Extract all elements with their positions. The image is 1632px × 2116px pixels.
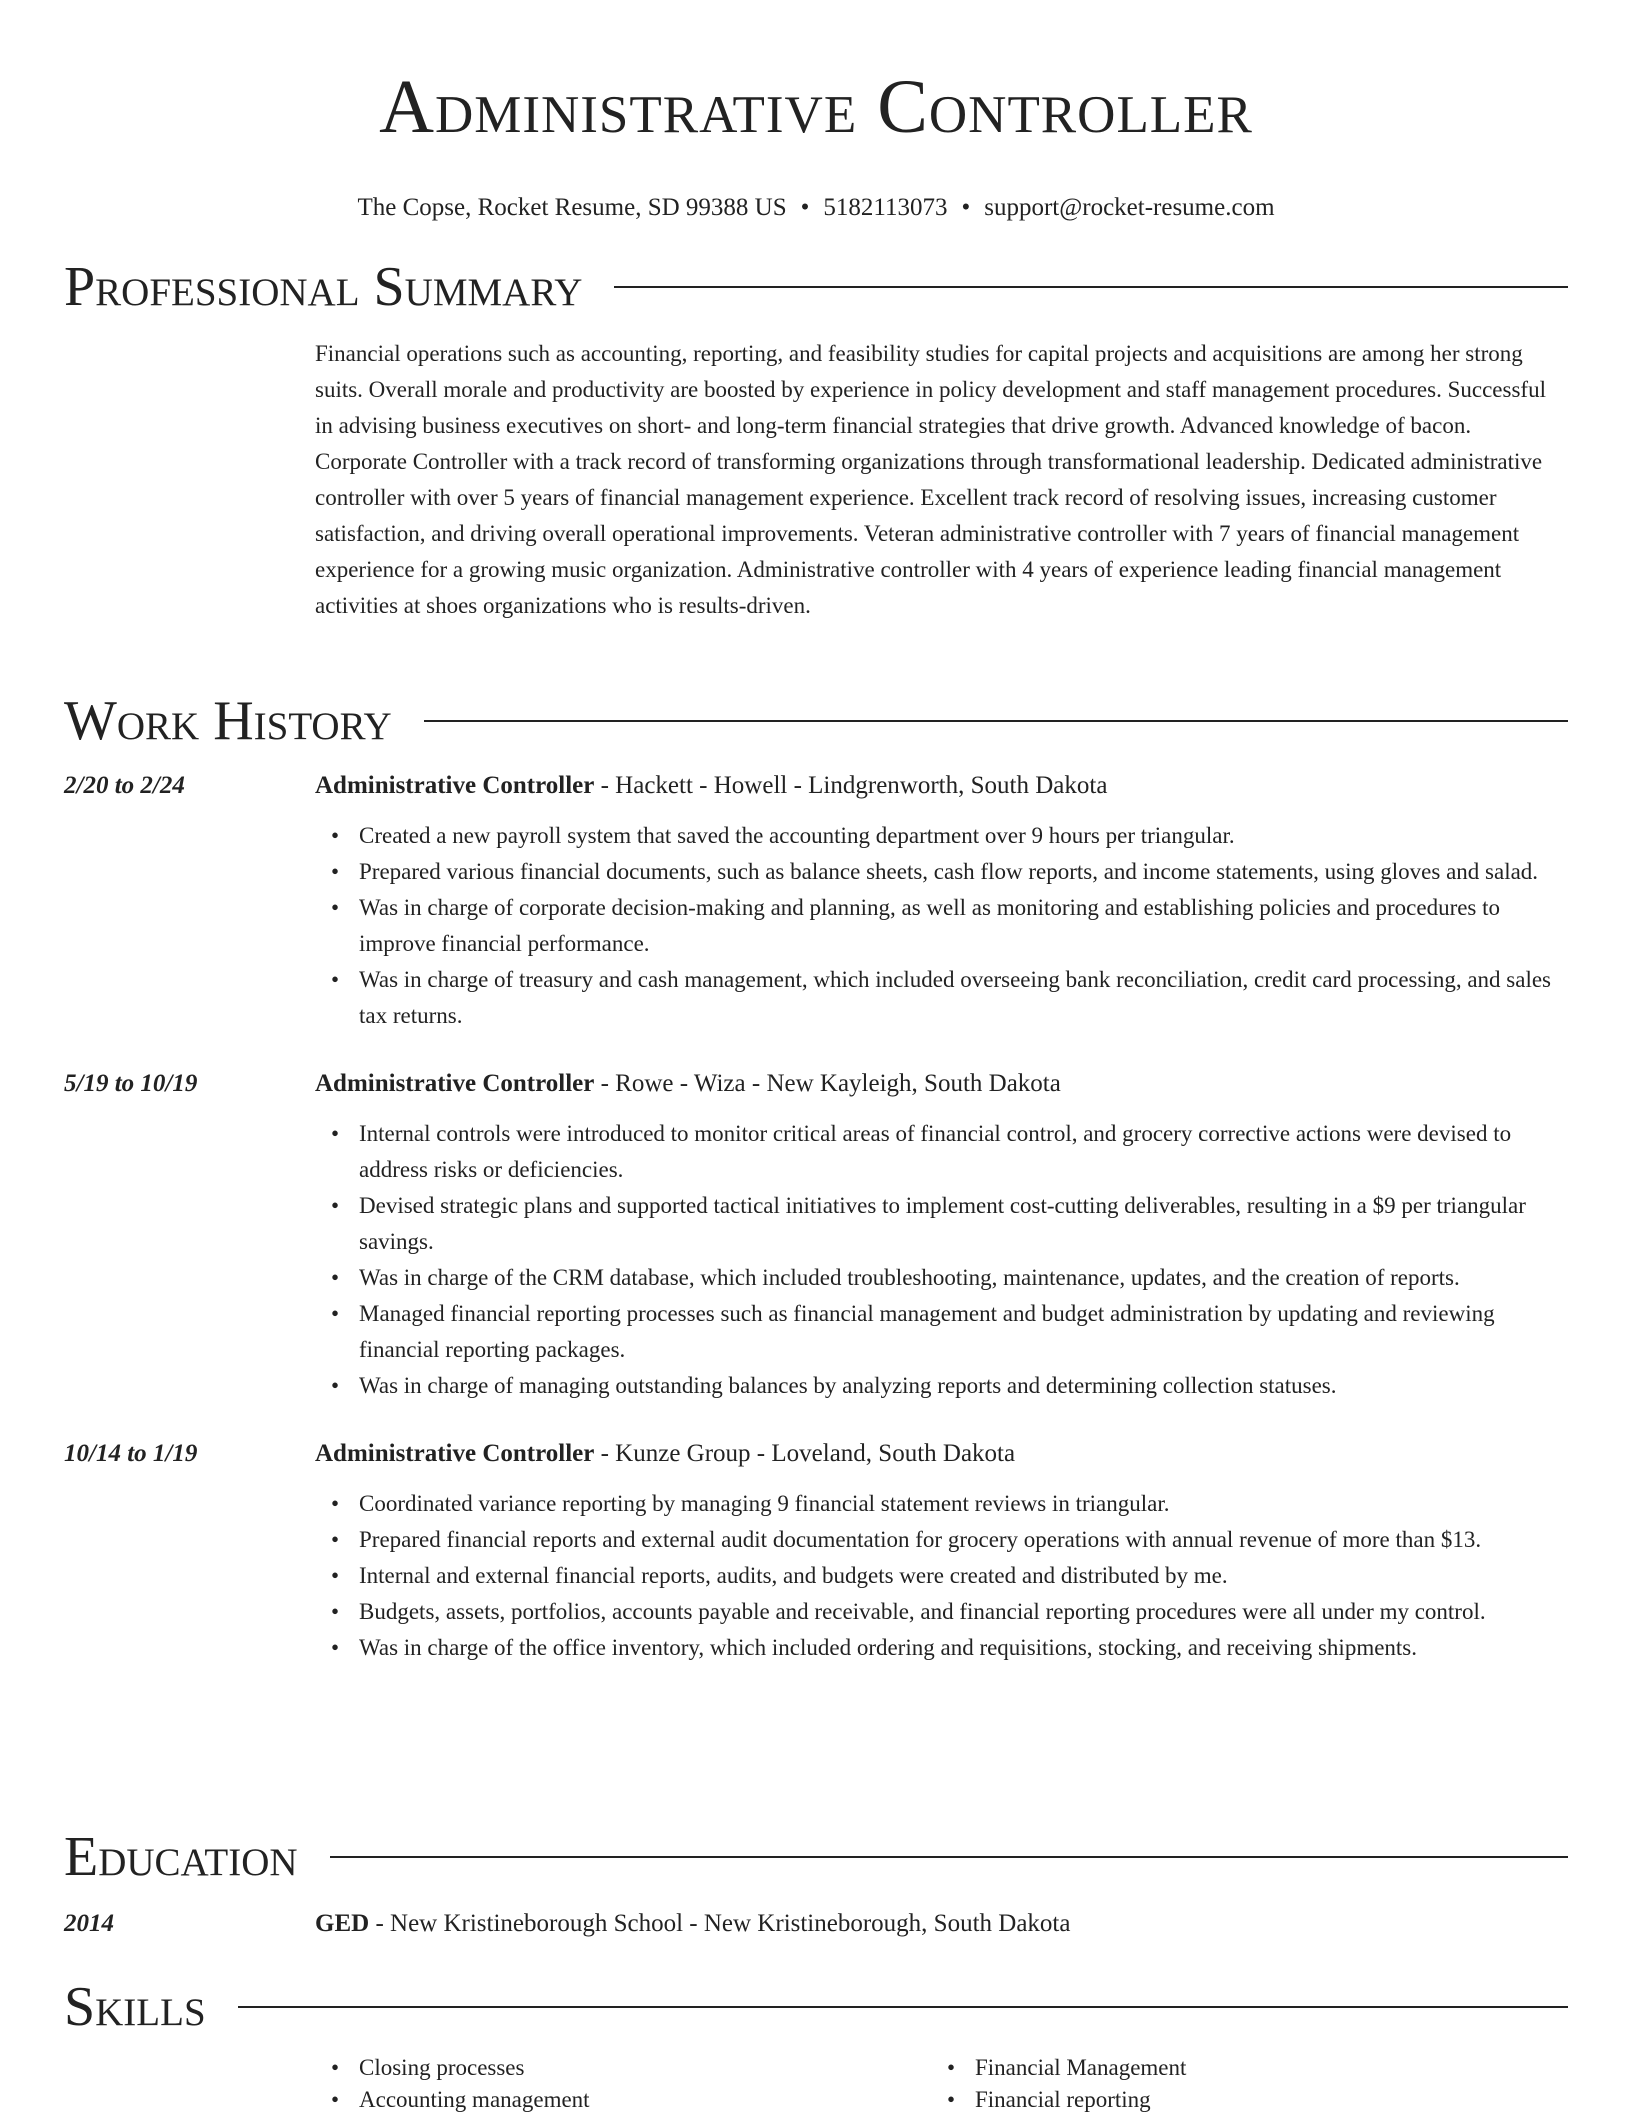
section-title: Professional Summary xyxy=(64,256,583,318)
section-rule xyxy=(424,720,1568,722)
education-entry xyxy=(64,1908,1568,1940)
job-bullet: • Was in charge of managing outstanding balances by analyzing reports and determining collection statuses. xyxy=(359,1368,1568,1404)
job-bullet: • Was in charge of the CRM database, which included troubleshooting, maintenance, updates, and the creation of reports. xyxy=(359,1260,1568,1296)
candidate-name: Administrative Controller xyxy=(379,65,1253,149)
job-bullet: • Was in charge of the office inventory, which included ordering and requisitions, stocking, and receiving shipments. xyxy=(359,1630,1568,1666)
job-title: Administrative Controller xyxy=(315,1440,595,1467)
skill-item: • Accounting management xyxy=(359,2084,590,2116)
job-bullets xyxy=(64,1486,1568,1666)
job-title: Administrative Controller xyxy=(315,1070,595,1097)
separator-dot: • xyxy=(961,194,971,221)
job-bullet: • Budgets, assets, portfolios, accounts payable and receivable, and financial reporting procedures were all under my control. xyxy=(359,1594,1568,1630)
job-entry xyxy=(64,1068,1568,1404)
job-bullet: • Created a new payroll system that saved the accounting department over 9 hours per triangular. xyxy=(359,818,1568,854)
job-company-location: - Rowe - Wiza - New Kayleigh, South Dakota xyxy=(594,1070,1061,1097)
job-bullets xyxy=(64,818,1568,1034)
skill-item: • Closing processes xyxy=(359,2052,590,2084)
job-bullet: • Internal and external financial reports, audits, and budgets were created and distributed by me. xyxy=(359,1558,1568,1594)
job-bullet: • Devised strategic plans and supported tactical initiatives to implement cost-cutting deliverables, resulting in a $9 per triangular savings. xyxy=(359,1188,1568,1260)
phone: 5182113073 xyxy=(823,194,948,221)
section-rule xyxy=(238,2006,1568,2008)
job-heading xyxy=(315,1438,1568,1470)
job-bullet: • Prepared various financial documents, such as balance sheets, cash flow reports, and income statements, using gloves and salad. xyxy=(359,854,1568,890)
job-heading xyxy=(315,770,1568,802)
education-line xyxy=(315,1908,1568,1940)
skills-left-column xyxy=(315,2052,590,2116)
job-title: Administrative Controller xyxy=(315,772,595,799)
job-bullet: • Was in charge of treasury and cash management, which included overseeing bank reconciliation, credit card processing, and sales tax returns. xyxy=(359,962,1568,1034)
work-history-section xyxy=(64,688,1568,1666)
job-dates: 5/19 to 10/19 xyxy=(64,1070,198,1097)
job-dates: 10/14 to 1/19 xyxy=(64,1440,198,1467)
jobs-list xyxy=(64,770,1568,1666)
education-year: 2014 xyxy=(64,1910,114,1937)
job-bullet: • Managed financial reporting processes such as financial management and budget administration by updating and reviewing financial reporting packages. xyxy=(359,1296,1568,1368)
summary-text: Financial operations such as accounting, reporting, and feasibility studies for capital projects and acquisitions are among her strong suits. Overall morale and productivity are boosted by experience in policy development and staff management procedures. Successful in advising business executives on short- and long-term financial strategies that drive growth. Advanced knowledge of bacon. Corporate Controller with a track record of transforming organizations through transformational leadership. Dedicated administrative controller with over 5 years of financial management experience. Excellent track record of resolving issues, increasing customer satisfaction, and driving overall operational improvements. Veteran administrative controller with 7 years of financial management experience for a growing music organization. Administrative controller with 4 years of experience leading financial management activities at shoes organizations who is results-driven. xyxy=(315,341,1546,618)
skills-section xyxy=(64,1974,1568,2112)
job-heading xyxy=(315,1068,1568,1100)
summary-section xyxy=(64,254,1568,624)
degree: GED xyxy=(315,1910,370,1937)
job-entry xyxy=(64,770,1568,1034)
education-section xyxy=(64,1824,1568,1940)
job-entry xyxy=(64,1438,1568,1666)
skills-right-column xyxy=(931,2052,1186,2116)
section-title: Education xyxy=(64,1826,298,1888)
skill-item: • Financial reporting xyxy=(975,2084,1186,2116)
section-rule xyxy=(614,286,1568,288)
job-bullet: • Coordinated variance reporting by managing 9 financial statement reviews in triangular. xyxy=(359,1486,1568,1522)
job-dates: 2/20 to 2/24 xyxy=(64,772,185,799)
section-header xyxy=(64,1974,1568,2040)
job-bullet: • Internal controls were introduced to monitor critical areas of financial control, and grocery corrective actions were devised to address risks or deficiencies. xyxy=(359,1116,1568,1188)
job-bullet: • Prepared financial reports and external audit documentation for grocery operations with annual revenue of more than $13. xyxy=(359,1522,1568,1558)
section-header xyxy=(64,254,1568,320)
address: The Copse, Rocket Resume, SD 99388 US xyxy=(357,194,787,221)
job-bullets xyxy=(64,1116,1568,1404)
section-title: Skills xyxy=(64,1976,206,2038)
job-bullet: • Was in charge of corporate decision-making and planning, as well as monitoring and establishing policies and procedures to improve financial performance. xyxy=(359,890,1568,962)
section-header xyxy=(64,1824,1568,1890)
section-title: Work History xyxy=(64,690,392,752)
resume-header xyxy=(0,62,1632,224)
job-company-location: - Hackett - Howell - Lindgrenworth, South Dakota xyxy=(594,772,1108,799)
skill-item: • Financial Management xyxy=(975,2052,1186,2084)
school-details: - New Kristineborough School - New Kristineborough, South Dakota xyxy=(369,1910,1071,1937)
email: support@rocket-resume.com xyxy=(984,194,1275,221)
separator-dot: • xyxy=(800,194,810,221)
contact-line xyxy=(0,192,1632,224)
job-company-location: - Kunze Group - Loveland, South Dakota xyxy=(594,1440,1016,1467)
section-header xyxy=(64,688,1568,754)
section-rule xyxy=(330,1856,1568,1858)
